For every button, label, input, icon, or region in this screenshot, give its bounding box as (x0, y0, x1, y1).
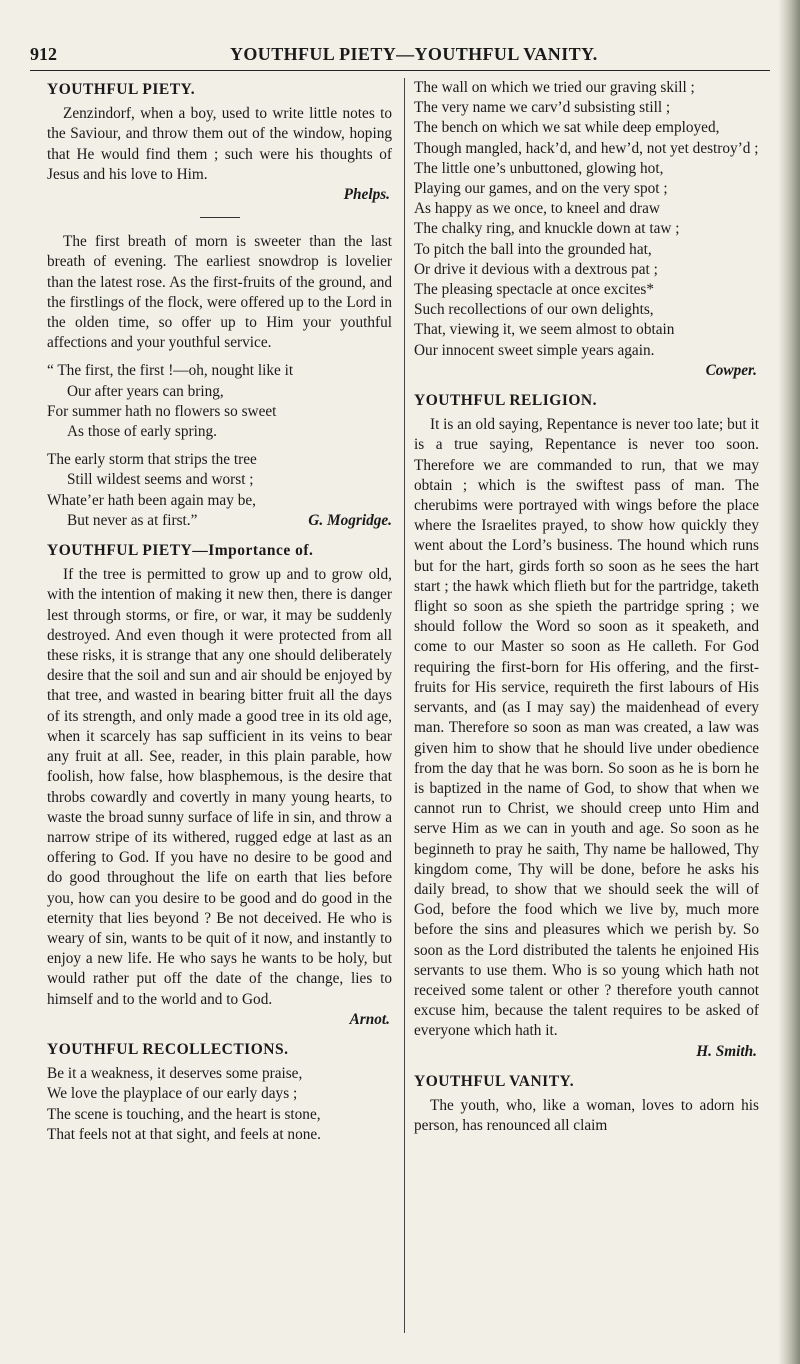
poem-line: Our after years can bring, (67, 382, 224, 400)
poem-line: As those of early spring. (67, 423, 217, 441)
page-edge-shadow (778, 0, 800, 1364)
verse-line: We love the playplace of our early days ; (47, 1085, 298, 1103)
verse-line: The bench on which we sat while deep employed, (414, 119, 720, 137)
poem (47, 361, 392, 531)
verse-line: As happy as we once, to kneel and draw (414, 200, 660, 218)
verse-line: Though mangled, hack’d, and hew’d, not yet destroy’d ; (414, 139, 759, 157)
verse-line: The wall on which we tried our graving skill ; (414, 79, 695, 96)
section-heading-youthful-piety: YOUTHFUL PIETY. (47, 81, 196, 98)
verse-line: The chalky ring, and knuckle down at taw ; (414, 220, 680, 238)
separator-rule (200, 217, 240, 218)
section-heading-importance: YOUTHFUL PIETY—Importance of. (47, 542, 314, 560)
attribution: G. Mogridge. (308, 511, 392, 529)
right-column (414, 78, 759, 1136)
poem-line: “ The first, the first !—oh, nought like it (47, 362, 294, 380)
verse (414, 78, 759, 361)
running-title: YOUTHFUL PIETY—YOUTHFUL VANITY. (230, 44, 598, 64)
paragraph: If the tree is permitted to grow up and to grow old, with the intention of making it new then, there is danger lest through storms, or fire, or war, it may be suddenly destroyed. And even though it were protected from all these risks, it is strange that any one should deliberately desire that the soil and sun and air should be enjoyed by that tree, and wasted in bearing bitter fruit all the days of its strength, and only made a good tree in its old age, when it scarcely has sap sufficient in its veins to bear any fruit at all. See, reader, in this plain parable, how foolish, how false, how blasphemous, is the desire that throbs cowardly and covertly in many young hearts, to waste the broad sunny surface of life in sin, and throw a narrow stripe of its withered, rugged edge at last as an offering to God. If you have no desire to be good and do good throughout the life on earth that lies before you, how can you desire to be good and do good in the eternity that lies beyond ? Be not deceived. He who is weary of sin, wants to be quit of it now, and instantly to enjoy a new life. He who says he wants to be holy, but would rather put off the date of the change, lies to himself and to the world and to God. (47, 566, 392, 1008)
left-column (47, 78, 392, 1145)
poem-line: Still wildest seems and worst ; (67, 471, 254, 489)
section-heading-religion: YOUTHFUL RELIGION. (414, 392, 597, 410)
paragraph: The youth, who, like a woman, loves to adorn his person, has renounced all claim (414, 1096, 759, 1135)
attribution: H. Smith. (696, 1042, 757, 1060)
verse-line: To pitch the ball into the grounded hat, (414, 240, 652, 258)
paragraph: Zenzindorf, when a boy, used to write little notes to the Saviour, and throw them out of the window, hoping that He would find them ; such were his thoughts of Jesus and his love to Him. (47, 105, 392, 183)
verse-line: That, viewing it, we seem almost to obtain (414, 321, 675, 339)
verse-line: The very name we carv’d subsisting still ; (414, 99, 671, 117)
section-heading-vanity: YOUTHFUL VANITY. (414, 1072, 575, 1090)
section-heading-recollections: YOUTHFUL RECOLLECTIONS. (47, 1040, 289, 1058)
column-divider (404, 78, 405, 1333)
page-number: 912 (30, 44, 57, 64)
verse-line: That feels not at that sight, and feels at none. (47, 1125, 321, 1143)
poem-line: But never as at first.” (67, 511, 198, 529)
attribution: Cowper. (705, 361, 757, 379)
verse-line: Our innocent sweet simple years again. (414, 341, 655, 359)
running-head (30, 40, 770, 71)
verse-line: Or drive it devious with a dextrous pat ; (414, 260, 658, 278)
verse-line: The pleasing spectacle at once excites* (414, 281, 654, 299)
verse-line: Be it a weakness, it deserves some praise, (47, 1065, 303, 1083)
verse-line: The scene is touching, and the heart is stone, (47, 1105, 321, 1123)
paragraph: The first breath of morn is sweeter than the last breath of evening. The earliest snowdrop is lovelier than the latest rose. As the first-fruits of the ground, and the firstlings of the flock, were offered up to the Lord in the olden time, so offer up to Him your youthful affections and your youthful service. (47, 233, 392, 352)
verse-line: The little one’s unbuttoned, glowing hot, (414, 159, 664, 177)
poem-line: Whate’er hath been again may be, (47, 491, 256, 509)
verse (47, 1064, 392, 1145)
paragraph: It is an old saying, Repentance is never too late; but it is a true saying, Repentance is never too soon. Therefore we are commanded to run, that we may obtain ; which is the swiftest pass of man. The cherubims were portrayed with wings before the place where the Israelites prayed, to show how quickly they went about the Lord’s business. The hound which runs but for the hart, girds forth so soon as he sees the hart start ; the hawk which flieth but for the partridge, taketh flight so soon as she spieth the partridge spring ; we should follow the Word so soon as it speaketh, and come to our Master so soon as He calleth. For God requiring the first-born for His offering, and the first-fruits for His service, requireth the first labours of His servants, and (as I may say) the maidenhead of every man. Therefore so soon as man was created, a law was given him to show that he should live under obedience from the day that he was born. So soon as he is born he is baptized in the name of God, to show that when we cannot run to Christ, we should creep unto Him and serve Him as we can in youth and age. So soon as he beginneth to pray he saith, Thy name be hallowed, Thy kingdom come, Thy will be done, before he asks his daily bread, to show that we should seek the will of God, before the food which we live by, much more before the sins and pleasures which we perish by. So soon as the Lord distributed the talents he enjoined His servants to use them. Who is so young which hath not received some talent or other ? therefore youth cannot excuse him, because the talent requires to be asked of everyone which hath it. (414, 416, 759, 1040)
poem-line: For summer hath no flowers so sweet (47, 402, 277, 420)
poem-line: The early storm that strips the tree (47, 451, 257, 469)
attribution: Arnot. (349, 1010, 390, 1028)
attribution: Phelps. (343, 186, 390, 204)
verse-line: Playing our games, and on the very spot ; (414, 180, 668, 198)
verse-line: Such recollections of our own delights, (414, 301, 654, 319)
